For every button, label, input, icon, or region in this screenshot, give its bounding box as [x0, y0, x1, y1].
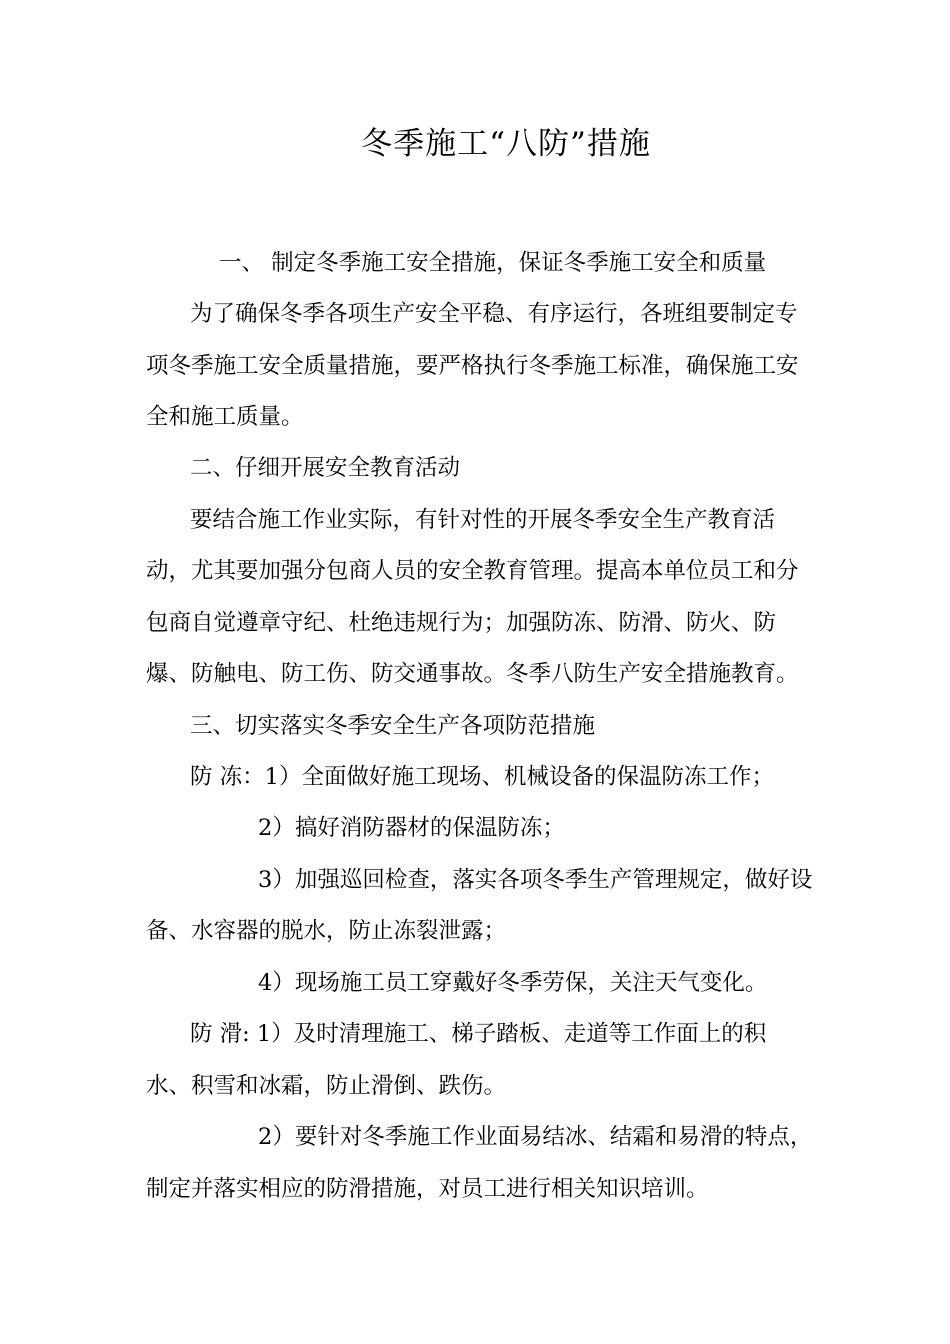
paragraph-line: 项冬季施工安全质量措施，要严格执行冬季施工标准，确保施工安	[146, 353, 799, 379]
section-heading-1: 一、 制定冬季施工安全措施，保证冬季施工安全和质量	[219, 250, 767, 276]
paragraph-line: 包商自觉遵章守纪、杜绝违规行为；加强防冻、防滑、防火、防	[146, 610, 777, 636]
measure-line: 4）现场施工员工穿戴好冬季劳保，关注天气变化。	[258, 970, 768, 996]
measure-line: 2）搞好消防器材的保温防冻；	[258, 815, 565, 841]
document-title: 冬季施工“八防”措施	[361, 126, 651, 162]
paragraph-line: 爆、防触电、防工伤、防交通事故。冬季八防生产安全措施教育。	[146, 661, 799, 687]
measure-line: 水、积雪和冰霜，防止滑倒、跌伤。	[146, 1073, 507, 1099]
paragraph-line: 为了确保冬季各项生产安全平稳、有序运行，各班组要制定专	[190, 301, 798, 327]
measure-line: 2）要针对冬季施工作业面易结冰、结霜和易滑的特点，	[258, 1124, 813, 1150]
paragraph-line: 全和施工质量。	[146, 404, 304, 430]
measure-line: 3）加强巡回检查，落实各项冬季生产管理规定，做好设	[258, 867, 813, 893]
measure-line: 制定并落实相应的防滑措施，对员工进行相关知识培训。	[146, 1176, 709, 1202]
paragraph-line: 动，尤其要加强分包商人员的安全教育管理。提高本单位员工和分	[146, 558, 799, 584]
measure-line: 防 冻：1）全面做好施工现场、机械设备的保温防冻工作；	[190, 764, 774, 790]
measure-line: 防 滑: 1）及时清理施工、梯子踏板、走道等工作面上的积	[190, 1021, 767, 1047]
measure-line: 备、水容器的脱水，防止冻裂泄露；	[146, 918, 507, 944]
section-heading-3: 三、切实落实冬季安全生产各项防范措施	[190, 713, 596, 739]
paragraph-line: 要结合施工作业实际，有针对性的开展冬季安全生产教育活	[190, 507, 776, 533]
section-heading-2: 二、仔细开展安全教育活动	[190, 455, 461, 481]
